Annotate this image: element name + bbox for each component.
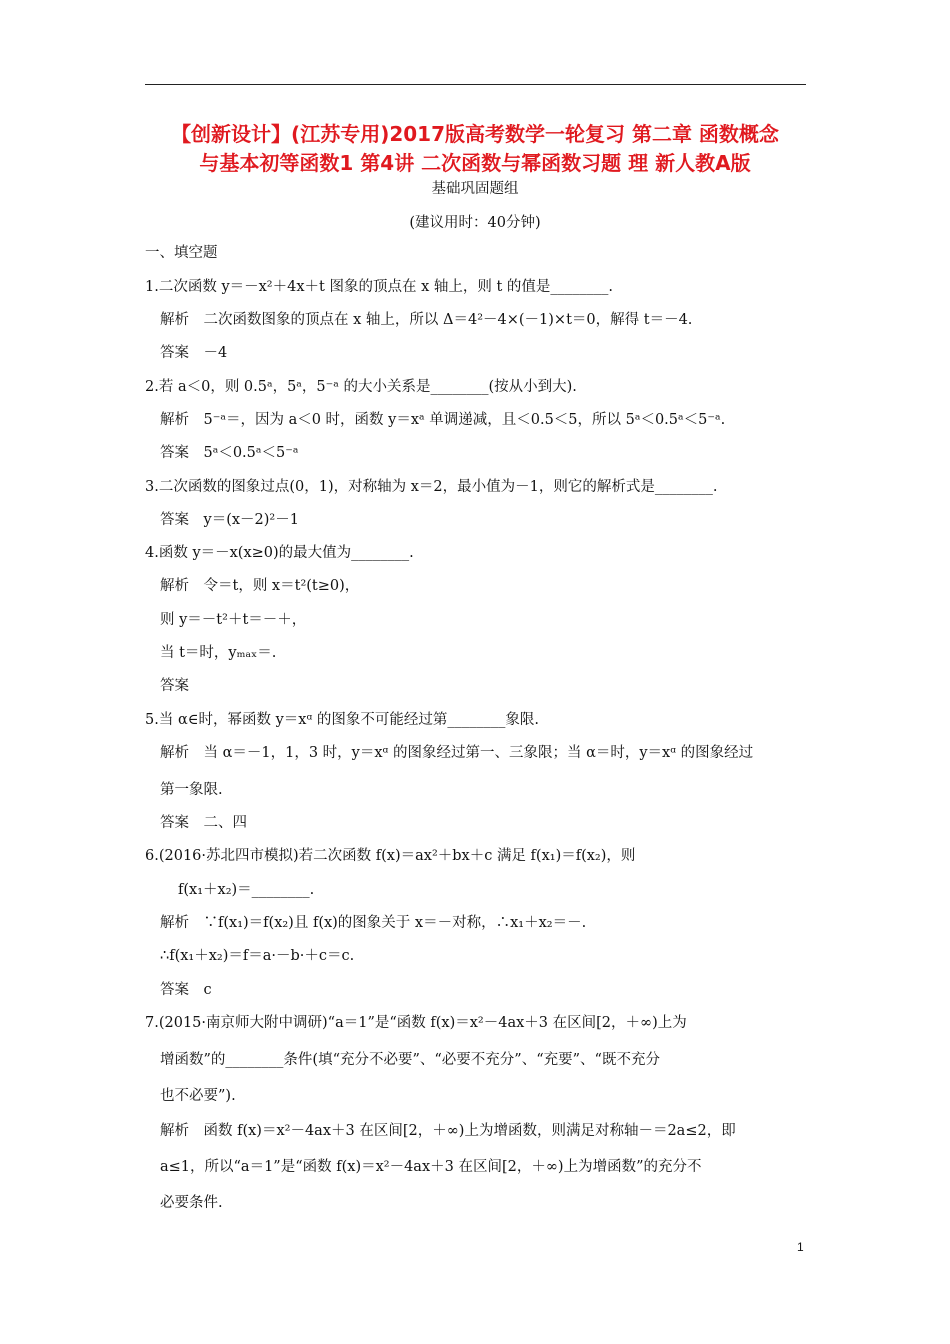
question-1: 1.二次函数 y＝－x²＋4x＋t 图象的顶点在 x 轴上，则 t 的值是________. <box>145 279 614 295</box>
analysis-5: 解析 当 α＝－1，1，3 时，y＝xᵅ 的图象经过第一、三象限；当 α＝时，y＝xᵅ 的图象经过 <box>160 745 754 761</box>
section-heading: 一、填空题 <box>145 245 218 261</box>
analysis-7-cont-1: a≤1，所以“a＝1”是“函数 f(x)＝x²－4ax＋3 在区间[2，＋∞)上为增函数”的充分不 <box>160 1159 702 1175</box>
analysis-4-cont-1: 则 y＝－t²＋t＝－＋， <box>160 612 307 628</box>
answer-2: 答案 5ᵃ＜0.5ᵃ＜5⁻ᵃ <box>160 445 299 461</box>
section-subtitle: 基础巩固题组 <box>431 181 519 197</box>
answer-3: 答案 y＝(x－2)²－1 <box>160 512 299 528</box>
analysis-1: 解析 二次函数图象的顶点在 x 轴上，所以 Δ＝4²－4×(－1)×t＝0，解得 t＝－4. <box>160 312 693 328</box>
analysis-4-cont-2: 当 t＝时，yₘₐₓ＝. <box>160 645 277 661</box>
analysis-6: 解析 ∵f(x₁)＝f(x₂)且 f(x)的图象关于 x＝－对称，∴x₁＋x₂＝－. <box>160 915 587 931</box>
answer-5: 答案 二、四 <box>160 815 247 831</box>
answer-1: 答案 －4 <box>160 345 228 361</box>
analysis-2: 解析 5⁻ᵃ＝，因为 a＜0 时，函数 y＝xᵃ 单调递减，且＜0.5＜5，所以 5ᵃ＜0.5ᵃ＜5⁻ᵃ. <box>160 412 726 428</box>
analysis-7-cont-2: 必要条件. <box>160 1195 223 1211</box>
document-title-line-1: 【创新设计】(江苏专用)2017版高考数学一轮复习 第二章 函数概念 <box>171 122 779 146</box>
question-6-cont: f(x₁＋x₂)＝________. <box>178 882 315 898</box>
time-note: (建议用时：40分钟) <box>409 215 541 231</box>
question-7-cont-2: 也不必要”). <box>160 1088 236 1104</box>
question-5: 5.当 α∈时，幂函数 y＝xᵅ 的图象不可能经过第________象限. <box>145 712 539 728</box>
analysis-5-cont: 第一象限. <box>160 782 223 798</box>
question-4: 4.函数 y＝－x(x≥0)的最大值为________. <box>145 545 414 561</box>
header-rule <box>145 84 806 85</box>
page-number: 1 <box>797 1240 804 1254</box>
question-7-cont-1: 增函数”的________条件(填“充分不必要”、“必要不充分”、“充要”、“既不充分 <box>160 1052 660 1068</box>
question-6: 6.(2016·苏北四市模拟)若二次函数 f(x)＝ax²＋bx＋c 满足 f(x₁)＝f(x₂)，则 <box>145 848 636 864</box>
document-title-line-2: 与基本初等函数1 第4讲 二次函数与幂函数习题 理 新人教A版 <box>199 151 751 175</box>
question-3: 3.二次函数的图象过点(0，1)，对称轴为 x＝2，最小值为－1，则它的解析式是________. <box>145 479 718 495</box>
analysis-6-cont: ∴f(x₁＋x₂)＝f＝a·－b·＋c＝c. <box>160 948 355 964</box>
question-2: 2.若 a＜0，则 0.5ᵃ，5ᵃ，5⁻ᵃ 的大小关系是________(按从小到大). <box>145 379 577 395</box>
answer-6: 答案 c <box>160 982 212 998</box>
answer-4: 答案 <box>160 678 189 694</box>
analysis-4: 解析 令＝t，则 x＝t²(t≥0)， <box>160 578 360 594</box>
question-7: 7.(2015·南京师大附中调研)“a＝1”是“函数 f(x)＝x²－4ax＋3 在区间[2，＋∞)上为 <box>145 1015 687 1031</box>
analysis-7: 解析 函数 f(x)＝x²－4ax＋3 在区间[2，＋∞)上为增函数，则满足对称轴－＝2a≤2，即 <box>160 1123 736 1139</box>
